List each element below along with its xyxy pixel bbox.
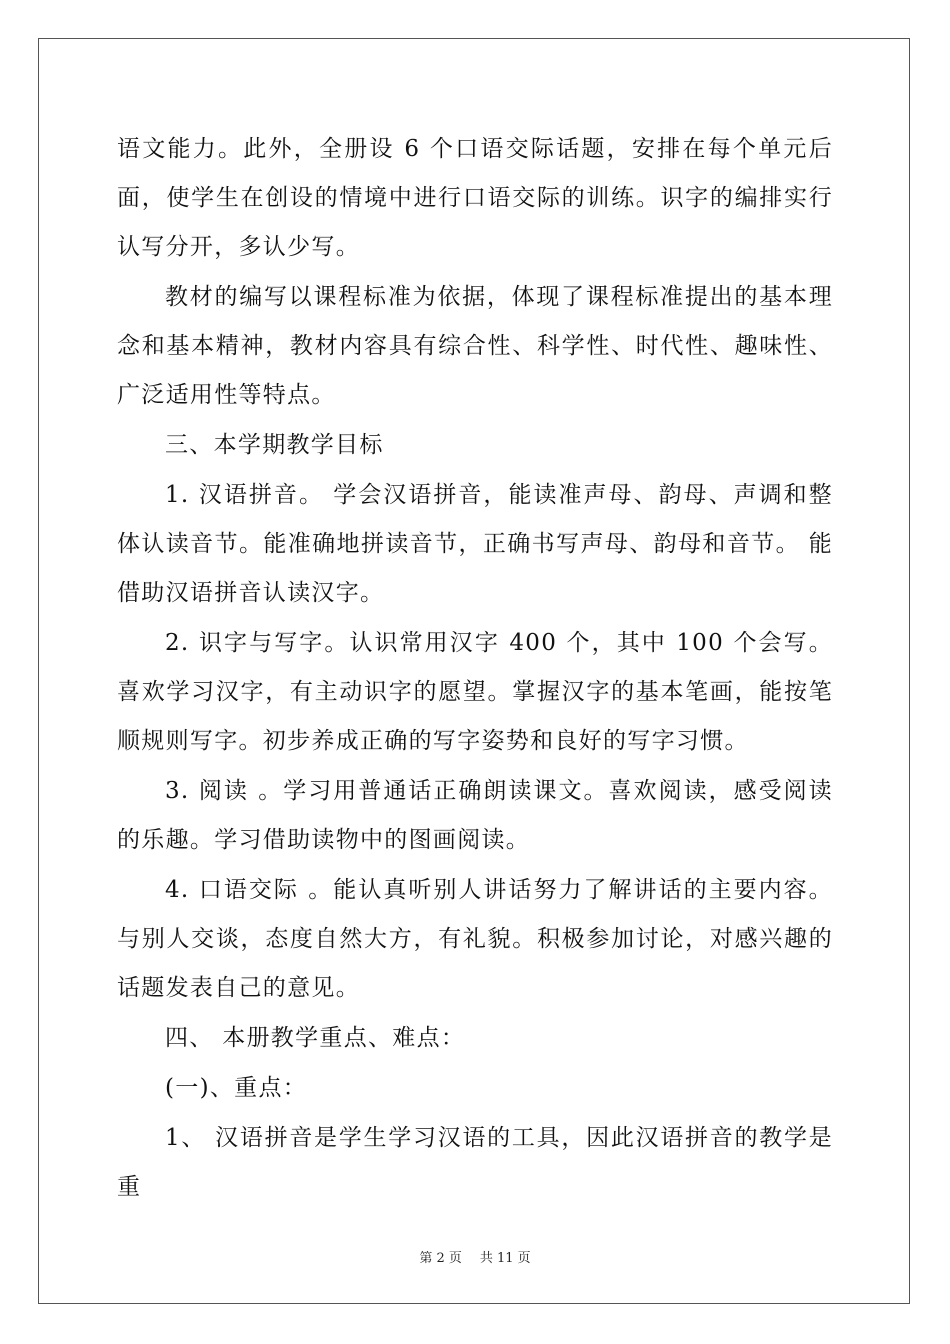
section-heading: 三、本学期教学目标 — [165, 432, 384, 458]
paragraph: 4. 口语交际 。能认真听别人讲话努力了解讲话的主要内容。与别人交谈，态度自然大方，有礼貌。积极参加讨论，对感兴趣的话题发表自己的意见。 — [117, 877, 833, 1001]
page-total: 共 11 页 — [479, 1251, 531, 1266]
paragraph: 教材的编写以课程标准为依据，体现了课程标准提出的基本理念和基本精神，教材内容具有综合性、科学性、时代性、趣味性、广泛适用性等特点。 — [117, 284, 833, 408]
paragraph: 语文能力。此外，全册设 6 个口语交际话题，安排在每个单元后面，使学生在创设的情境中进行口语交际的训练。识字的编排实行认写分开，多认少写。 — [117, 136, 833, 260]
section-heading: 四、 本册教学重点、难点： — [165, 1025, 466, 1051]
paragraph: 1. 汉语拼音。 学会汉语拼音，能读准声母、韵母、声调和整体认读音节。能准确地拼读音节，正确书写声母、韵母和音节。 能借助汉语拼音认读汉字。 — [117, 482, 833, 606]
paragraph: 3. 阅读 。学习用普通话正确朗读课文。喜欢阅读，感受阅读的乐趣。学习借助读物中的图画阅读。 — [117, 778, 833, 853]
paragraph: 2. 识字与写字。认识常用汉字 400 个，其中 100 个会写。 喜欢学习汉字，有主动识字的愿望。掌握汉字的基本笔画，能按笔顺规则写字。初步养成正确的写字姿势和良好的写字习惯。 — [117, 630, 833, 754]
page-number: 第 2 页 — [419, 1251, 462, 1266]
page-footer — [0, 1247, 950, 1266]
paragraph: 1、 汉语拼音是学生学习汉语的工具，因此汉语拼音的教学是重 — [117, 1125, 833, 1200]
document-body — [117, 125, 833, 1213]
subsection-heading: (一)、重点： — [165, 1075, 308, 1101]
